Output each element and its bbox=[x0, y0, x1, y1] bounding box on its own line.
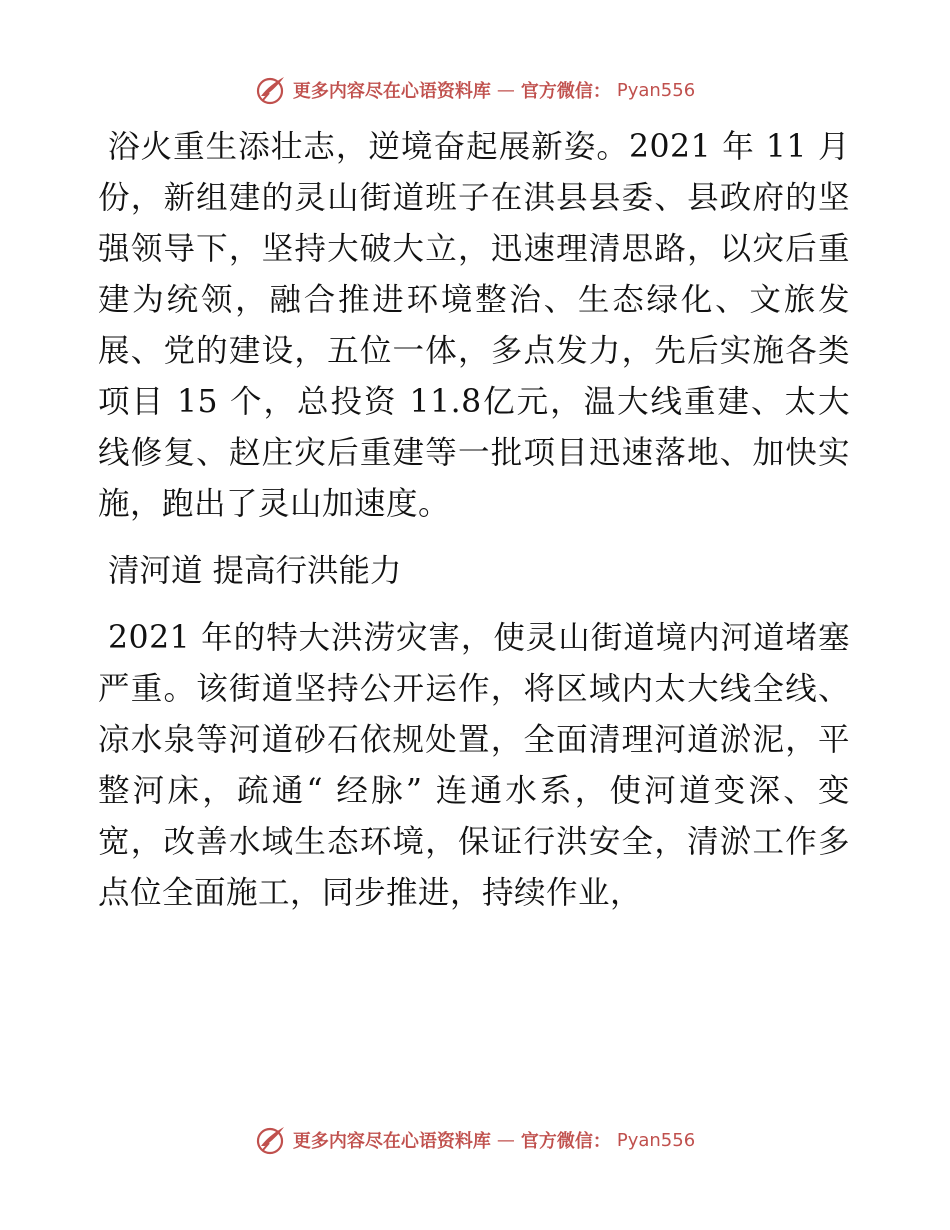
banner-text: 更多内容尽在心语资料库 bbox=[292, 81, 491, 102]
header-banner bbox=[0, 74, 950, 106]
article-paragraph: 浴火重生添壮志，逆境奋起展新姿。2021 年 11 月份，新组建的灵山街道班子在淇县县委、县政府的坚强领导下，坚持大破大立，迅速理清思路，以灾后重建为统领，融合推进环境整治、生态绿化、文旅发展、党的建设，五位一体，多点发力，先后实施各类项目 15 个，总投资 11.8亿元，温大线重建、太大线修复、赵庄灾后重建等一批项目迅速落地、加快实施，跑出了灵山加速度。 bbox=[98, 129, 850, 522]
banner-wechat-id: Pyan556 bbox=[616, 1129, 696, 1151]
quill-circle-logo-icon bbox=[255, 74, 287, 106]
article-body bbox=[98, 122, 850, 919]
banner-separator: — bbox=[496, 1129, 515, 1151]
banner-wechat-id: Pyan556 bbox=[616, 79, 696, 101]
banner-wechat-label: 官方微信： bbox=[520, 81, 611, 102]
banner-separator: — bbox=[496, 79, 515, 101]
banner-text: 更多内容尽在心语资料库 bbox=[292, 1131, 491, 1152]
footer-banner bbox=[0, 1124, 950, 1156]
article-paragraph: 2021 年的特大洪涝灾害，使灵山街道境内河道堵塞严重。该街道坚持公开运作，将区域内太大线全线、凉水泉等河道砂石依规处置，全面清理河道淤泥，平整河床，疏通“ 经脉” 连通水系，使河道变深、变宽，改善水域生态环境，保证行洪安全，清淤工作多点位全面施工，同步推进，持续作业， bbox=[98, 620, 850, 911]
quill-circle-logo-icon bbox=[255, 1124, 287, 1156]
section-heading: 清河道 提高行洪能力 bbox=[108, 553, 402, 589]
banner-wechat-label: 官方微信： bbox=[520, 1131, 611, 1152]
